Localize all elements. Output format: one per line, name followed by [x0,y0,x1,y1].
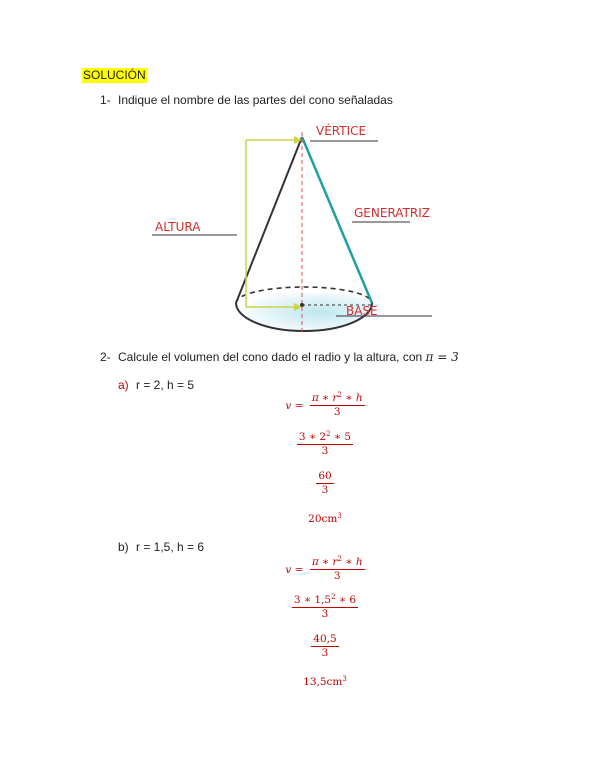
part-b-step-1-numerator-tail: ∗ 6 [335,594,357,606]
question-2-number: 2- [100,350,111,364]
part-b-step-1-numerator: 3 ∗ 1,5 [293,594,332,606]
part-a-formula-numerator-tail: ∗ h [342,392,363,404]
part-b-step-1 [250,594,400,621]
part-a-result-exponent: 3 [337,512,342,520]
cone-generatrix [302,137,372,303]
part-b-formula-fraction [310,556,365,583]
height-arrowhead-top [294,136,302,144]
part-b-step-2-denominator: 3 [321,647,329,659]
question-2 [100,350,459,365]
part-a-letter: a) [118,378,129,392]
generatrix-label: GENERATRIZ [354,206,430,220]
part-a-formula-fraction [310,392,365,419]
part-b-formula-denominator: 3 [333,570,341,582]
part-b-formula-exponent: 2 [337,555,343,563]
part-b-step-2 [250,633,400,660]
question-1 [100,93,393,108]
part-a-step-2 [250,470,400,497]
part-a-step-2-numerator: 60 [318,470,332,482]
part-a-result-value: 20cm [308,513,338,525]
part-a-lhs: v = [285,399,304,412]
part-b-result-exponent: 3 [342,675,347,683]
part-b-step-1-denominator: 3 [321,608,329,620]
part-b-result [250,675,400,689]
part-a-step-1-numerator-tail: ∗ 5 [330,431,352,443]
height-label: ALTURA [155,220,201,234]
question-1-number: 1- [100,93,111,107]
part-b-letter: b) [118,540,129,554]
part-b-result-value: 13,5cm [303,676,343,688]
part-a-result [250,512,400,526]
section-title: SOLUCIÓN [83,68,146,82]
cone-diagram [140,118,450,340]
part-b-given: r = 1,5, h = 6 [136,540,205,554]
part-a-formula-exponent: 2 [337,391,343,399]
part-b-formula-numerator: π ∗ r [311,556,338,568]
base-label: BASE [346,304,378,318]
part-a-formula-denominator: 3 [333,406,341,418]
question-2-text: Calcule el volumen del cono dado el radio y la altura, con [118,350,423,364]
part-a-step-1-numerator: 3 ∗ 2 [298,431,327,443]
part-a-step-1-denominator: 3 [321,445,329,457]
part-a-step-1 [250,431,400,458]
part-b-lhs: v = [285,563,304,576]
part-b-formula-numerator-tail: ∗ h [342,556,363,568]
question-1-text: Indique el nombre de las partes del cono señaladas [118,93,393,107]
part-b-step-2-numerator: 40,5 [313,633,337,645]
part-b-step-1-fraction [292,594,358,621]
part-b-step-2-fraction [311,633,338,660]
vertex-label: VÉRTICE [316,124,367,138]
pi-value: π = 3 [425,350,459,364]
part-b-formula [250,556,400,583]
part-a-step-1-exponent: 2 [326,430,331,438]
part-a-formula-numerator: π ∗ r [311,392,338,404]
part-a-given: r = 2, h = 5 [136,378,195,392]
part-b-statement [118,540,204,555]
part-a-step-1-fraction [297,431,353,458]
part-a-step-2-denominator: 3 [321,484,329,496]
part-a-formula [250,392,400,419]
part-a-statement [118,378,194,393]
part-b-step-1-exponent: 2 [331,593,336,601]
part-a-step-2-fraction [316,470,333,497]
